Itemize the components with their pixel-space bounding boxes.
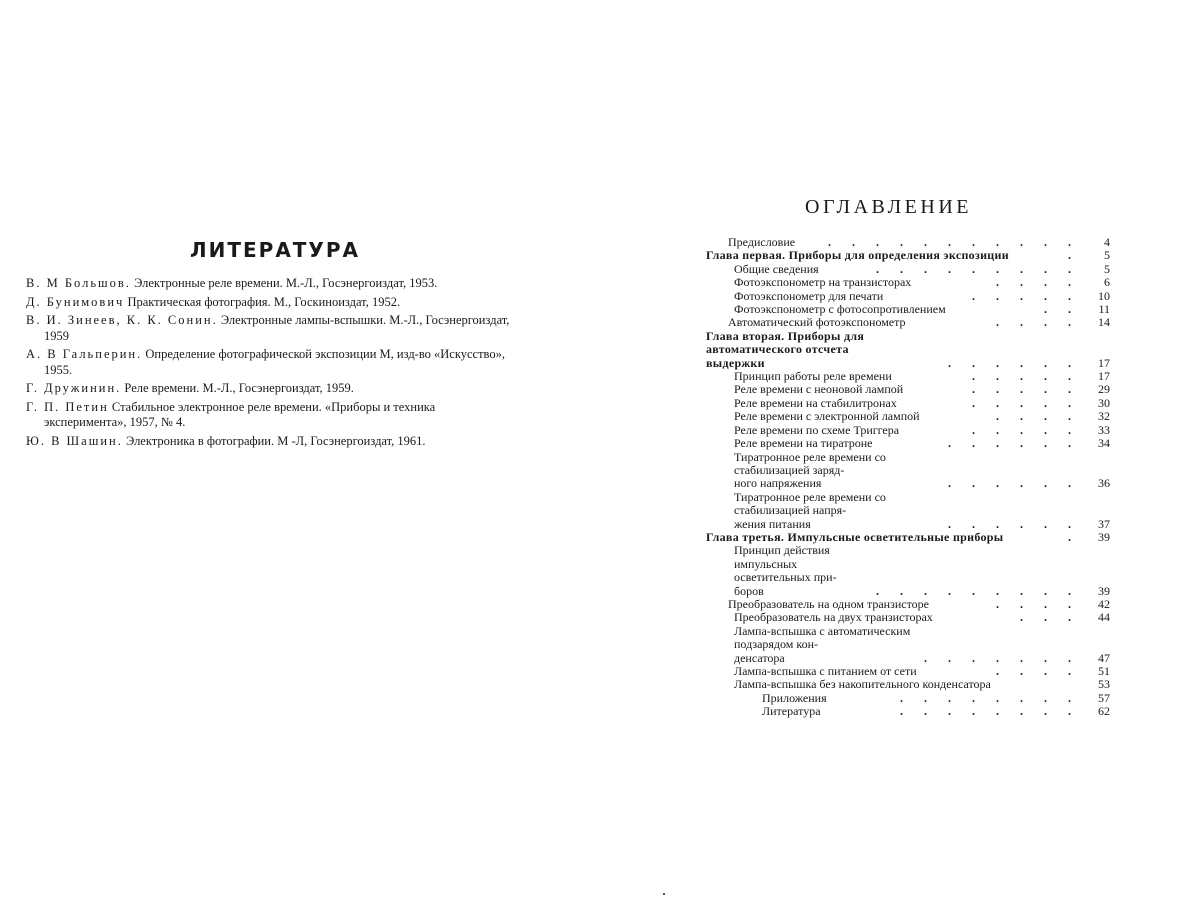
bibliography-entry — [26, 276, 511, 292]
toc-entry-page: 6 — [1104, 275, 1110, 290]
toc-leader-dots: . . . . . — [972, 395, 1080, 410]
toc-entry-page: 53 — [1098, 677, 1110, 692]
toc-entry-title: Реле времени на тиратроне — [734, 436, 873, 451]
toc-leader-dots: . . . . . . . . . — [876, 583, 1080, 598]
toc-leader-dots: . — [1068, 529, 1080, 544]
toc-leader-dots: . . . . — [996, 596, 1080, 611]
toc-entry — [706, 276, 1110, 289]
toc-entry-title: Глава первая. Приборы для определения экспозиции — [706, 248, 1009, 263]
toc-leader-dots: . — [1068, 248, 1080, 263]
toc-entry-page: 29 — [1098, 382, 1110, 397]
toc-entry-page: 5 — [1104, 261, 1110, 276]
toc-entry-title: Лампа-вспышка с питанием от сети — [734, 664, 917, 678]
toc-entry — [706, 263, 1110, 276]
toc-leader-dots: . . . — [1020, 610, 1080, 625]
bibliography-entry — [26, 295, 511, 311]
toc-entry-title: Принцип действия импульсных осветительных при- боров — [734, 543, 837, 598]
toc-entry-page: 17 — [1098, 355, 1110, 370]
contents-heading: ОГЛАВЛЕНИЕ — [805, 196, 972, 218]
toc-entry — [706, 303, 1110, 316]
toc-entry — [706, 236, 1110, 249]
toc-leader-dots: . . . . . . . . — [900, 690, 1080, 705]
toc-entry — [706, 410, 1110, 423]
bibliography-entry — [26, 381, 511, 397]
toc-entry-page: 14 — [1098, 315, 1110, 330]
toc-entry-page: 37 — [1098, 516, 1110, 531]
toc-entry-title: Тиратронное реле времени со стабилизацией напря- жения питания — [734, 489, 886, 531]
bibliography-entry — [26, 434, 511, 450]
toc-entry-page: 10 — [1098, 288, 1110, 303]
toc-entry — [706, 665, 1110, 678]
toc-entry — [706, 611, 1110, 624]
toc-entry — [706, 678, 1110, 691]
toc-entry-page: 30 — [1098, 395, 1110, 410]
toc-leader-dots: . . . . . — [972, 369, 1080, 384]
toc-entry-title: Реле времени на стабилитронах — [734, 395, 897, 410]
toc-entry-title: Предисловие — [728, 235, 796, 249]
toc-entry-title: Реле времени с электронной лампой — [734, 409, 920, 424]
bibliography-entry — [26, 313, 511, 344]
entry-text: Практическая фотография. М., Госкиноиздат, 1952. — [124, 294, 401, 309]
toc-leader-dots: . . . . . — [972, 382, 1080, 397]
toc-entry-title: Преобразователь на одном транзисторе — [728, 596, 929, 611]
toc-entry — [706, 437, 1110, 450]
toc-entry-title: Глава третья. Импульсные осветительные приборы — [706, 529, 1004, 544]
toc-entry-title: Принцип работы реле времени — [734, 369, 892, 384]
toc-leader-dots: . . . . . . . . — [900, 704, 1080, 719]
toc-leader-dots: . . — [1044, 302, 1080, 317]
toc-entry-page: 33 — [1098, 422, 1110, 437]
toc-entry-page: 4 — [1104, 235, 1110, 249]
entry-author: Ю. В Шашин. — [26, 433, 123, 448]
toc-entry — [706, 424, 1110, 437]
toc-leader-dots: . . . . . . . — [924, 650, 1080, 665]
toc-entry — [706, 383, 1110, 396]
entry-author: Г. П. Петин — [26, 399, 109, 414]
toc-entry-title: Лампа-вспышка без накопительного конденсатора — [734, 677, 991, 692]
entry-text: Определение фотографической экспозиции М, изд-во «Искусство», 1955. — [44, 347, 506, 377]
toc-entry — [706, 290, 1110, 303]
toc-entry-page: 57 — [1098, 690, 1110, 705]
toc-leader-dots: . . . . — [996, 315, 1080, 330]
toc-entry — [706, 692, 1110, 705]
toc-leader-dots: . . . . . . — [948, 476, 1080, 491]
toc-entry-page: 39 — [1098, 529, 1110, 544]
toc-entry — [706, 330, 1110, 370]
toc-leader-dots: . . . . . . — [948, 355, 1080, 370]
toc-leader-dots: . . . . — [996, 664, 1080, 678]
entry-author: В. М Большов. — [26, 276, 131, 290]
toc-entry-page: 36 — [1098, 476, 1110, 491]
toc-leader-dots: . . . . . . — [948, 436, 1080, 451]
toc-entry — [706, 397, 1110, 410]
toc-entry-title: Глава вторая. Приборы для автоматического отсчета выдержки — [706, 328, 865, 370]
toc-entry-title: Автоматический фотоэкспонометр — [728, 315, 906, 330]
bibliography-heading: ЛИТЕРАТУРА — [190, 238, 360, 262]
toc-entry-page: 42 — [1098, 596, 1110, 611]
toc-entry-page: 5 — [1104, 248, 1110, 263]
toc-leader-dots: . . . . . . — [948, 516, 1080, 531]
bibliography-entry — [26, 347, 511, 378]
bibliography-entry — [26, 400, 511, 431]
toc-entry — [706, 705, 1110, 718]
entry-author: А. В Гальперин. — [26, 347, 143, 361]
entry-author: В. И. Зинеев, К. К. Сонин. — [26, 313, 218, 327]
toc-leader-dots: . . . . . — [972, 288, 1080, 303]
toc-entry-title: Общие сведения — [734, 261, 819, 276]
toc-leader-dots: . . . . — [996, 409, 1080, 424]
toc-entry-title: Фотоэкспонометр с фотосопротивлением — [734, 302, 946, 317]
toc-entry-page: 17 — [1098, 369, 1110, 384]
toc-entry-page: 44 — [1098, 610, 1110, 625]
toc-entry — [706, 625, 1110, 665]
scan-speck — [663, 893, 665, 895]
entry-text: Стабильное электронное реле времени. «Приборы и техника эксперимента», 1957, № 4. — [44, 399, 436, 429]
toc-entry-title: Реле времени с неоновой лампой — [734, 382, 904, 397]
toc-leader-dots: . . . . . — [972, 422, 1080, 437]
toc-leader-dots: . . . . . . . . . . . — [828, 235, 1080, 249]
toc-entry — [706, 370, 1110, 383]
toc-entry — [706, 491, 1110, 531]
entry-text: Электронные реле времени. М.-Л., Госэнергоиздат, 1953. — [130, 276, 438, 290]
toc-entry-page: 32 — [1098, 409, 1110, 424]
toc-entry — [706, 451, 1110, 491]
toc-entry — [706, 249, 1110, 262]
toc-entry — [706, 544, 1110, 598]
entry-author: Г. Дружинин. — [26, 381, 122, 395]
toc-entry-title: Реле времени по схеме Триггера — [734, 422, 900, 437]
toc-entry-title: Тиратронное реле времени со стабилизацией заряд- ного напряжения — [734, 449, 886, 491]
toc-entry-page: 34 — [1098, 436, 1110, 451]
toc-entry-title: Фотоэкспонометр на транзисторах — [734, 275, 912, 290]
entry-text: Реле времени. М.-Л., Госэнергоиздат, 1959. — [121, 381, 354, 395]
toc-entry — [706, 316, 1110, 329]
toc-leader-dots: . . . . . . . . . — [876, 261, 1080, 276]
toc-entry-page: 47 — [1098, 650, 1110, 665]
bibliography-list — [26, 276, 511, 452]
entry-author: Д. Бунимович — [26, 294, 125, 309]
toc-entry-page: 62 — [1098, 704, 1110, 719]
toc-entry-title: Лампа-вспышка с автоматическим подзарядом кон- денсатора — [734, 623, 911, 665]
toc-entry-title: Преобразователь на двух транзисторах — [734, 610, 933, 625]
toc-entry-page: 51 — [1098, 664, 1110, 678]
toc-entry-page: 39 — [1098, 583, 1110, 598]
toc-entry-title: Фотоэкспонометр для печати — [734, 288, 884, 303]
entry-text: Электроника в фотографии. М -Л, Госэнергоиздат, 1961. — [122, 433, 426, 448]
toc-entry-title: Литература — [762, 704, 821, 719]
toc-entry-page: 11 — [1098, 302, 1110, 317]
toc-leader-dots: . . . . — [996, 275, 1080, 290]
toc-entry — [706, 531, 1110, 544]
table-of-contents — [706, 236, 1110, 719]
toc-entry — [706, 598, 1110, 611]
entry-text: Электронные лампы-вспышки. М.-Л., Госэнергоиздат, 1959 — [44, 313, 510, 343]
toc-entry-title: Приложения — [762, 690, 827, 705]
